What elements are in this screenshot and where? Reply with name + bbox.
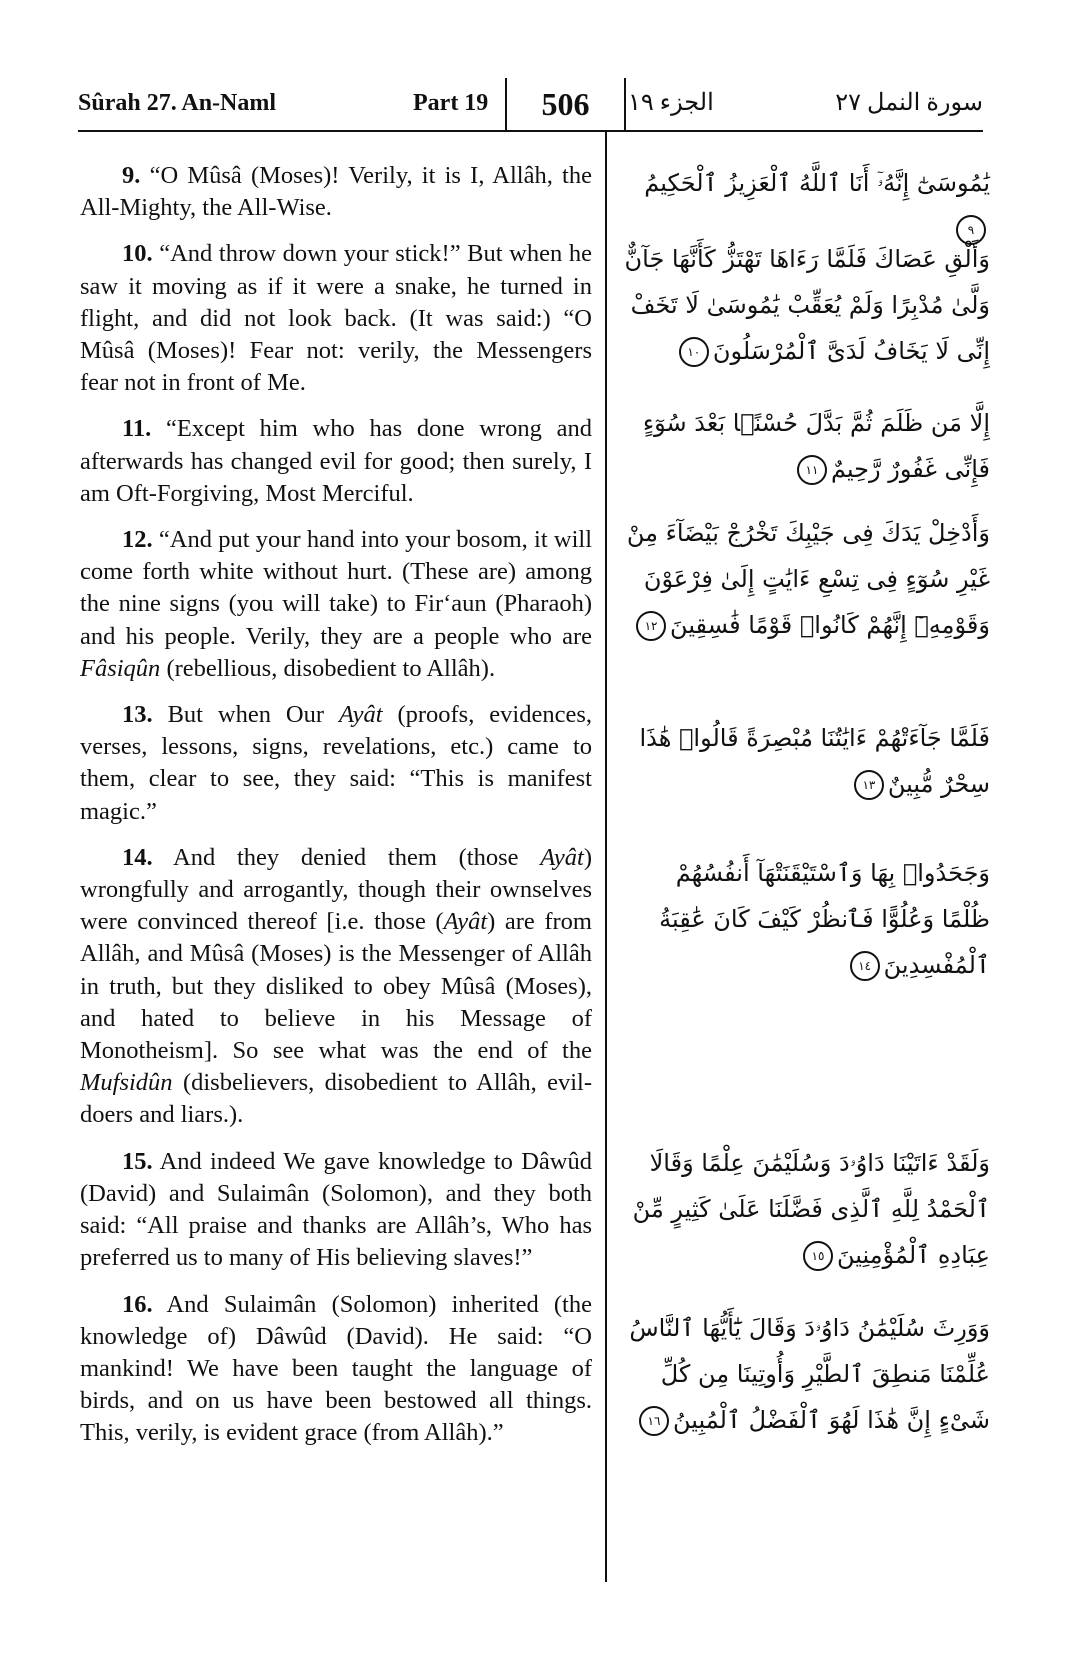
- ayah-mark: ١٦: [639, 1406, 669, 1436]
- arabic-verse-15: وَلَقَدْ ءَاتَيْنَا دَاوُۥدَ وَسُلَيْمَٰنَ عِلْمًا وَقَالَا ٱلْحَمْدُ لِلَّهِ ٱلَّذِى فَضَّلَنَا عَلَىٰ كَثِيرٍ مِّنْ عِبَادِهِ ٱلْمُؤْمِنِينَ١٥: [632, 1149, 990, 1269]
- ayah-mark: ١٢: [636, 611, 666, 641]
- ayah-mark: ١٤: [850, 951, 880, 981]
- arabic-verse-11: إِلَّا مَن ظَلَمَ ثُمَّ بَدَّلَ حُسْنًۢا بَعْدَ سُوٓءٍ فَإِنِّى غَفُورٌ رَّحِيمٌ١١: [642, 409, 990, 483]
- arabic-verse-10: وَأَلْقِ عَصَاكَ فَلَمَّا رَءَاهَا تَهْتَزُّ كَأَنَّهَا جَآنٌّ وَلَّىٰ مُدْبِرًا وَلَمْ يُعَقِّبْ يَٰمُوسَىٰ لَا تَخَفْ إِنِّى لَا يَخَافُ لَدَىَّ ٱلْمُرْسَلُونَ١٠: [624, 245, 990, 365]
- verse-12: 12. “And put your hand into your bosom, it will come forth white without hurt. (These are) among the nine signs (you will take) to Fir‘aun (Pharaoh) and his people. Verily, they are a people who are Fâsiqûn (rebellious, disobedient to Allâh).: [80, 526, 592, 682]
- verse-13: 13. But when Our Ayât (proofs, evidences, verses, lessons, signs, revelations, etc.) came to them, clear to see, they said: “This is manifest magic.”: [80, 701, 592, 825]
- ayah-mark: ١١: [797, 455, 827, 485]
- ayah-mark: ١٠: [679, 337, 709, 367]
- arabic-verse-14: وَجَحَدُوا۟ بِهَا وَٱسْتَيْقَنَتْهَآ أَنفُسُهُمْ ظُلْمًا وَعُلُوًّا فَٱنظُرْ كَيْفَ كَانَ عَٰقِبَةُ ٱلْمُفْسِدِينَ١٤: [659, 859, 990, 979]
- surah-title-en: Sûrah 27. An-Naml: [78, 90, 277, 116]
- verse-11: 11. “Except him who has done wrong and afterwards has changed evil for good; then surely, I am Oft-Forgiving, Most Merciful.: [80, 415, 592, 507]
- juz-label-ar: الجزء ١٩: [628, 90, 714, 116]
- verse-14: 14. And they denied them (those Ayât) wrongfully and arrogantly, though their ownselves were convinced thereof [i.e. those (Ayât) are from Allâh, and Mûsâ (Moses) is the Messenger of Allâh in truth, but they disliked to obey Mûsâ (Moses), and hated to believe in his Message of Monotheism]. So see what was the end of the Mufsidûn (disbelievers, disobedient to Allâh, evil-doers and liars.).: [80, 843, 592, 1129]
- ayah-mark: ٩: [956, 215, 986, 245]
- surah-title-ar: سورة النمل ٢٧: [835, 90, 983, 116]
- verse-15: 15. And indeed We gave knowledge to Dâwûd (David) and Sulaimân (Solomon), and they both said: “All praise and thanks are Allâh’s, Who has preferred us to many of His believing slaves!”: [80, 1147, 592, 1272]
- verse-9: 9. “O Mûsâ (Moses)! Verily, it is I, Allâh, the All-Mighty, the All-Wise.: [80, 162, 592, 222]
- ayah-mark: ١٣: [854, 770, 884, 800]
- english-column: [80, 160, 592, 1464]
- arabic-verse-16: وَوَرِثَ سُلَيْمَٰنُ دَاوُۥدَ وَقَالَ يَٰٓأَيُّهَا ٱلنَّاسُ عُلِّمْنَا مَنطِقَ ٱلطَّيْرِ وَأُوتِينَا مِن كُلِّ شَىْءٍ إِنَّ هَٰذَا لَهُوَ ٱلْفَضْلُ ٱلْمُبِينُ١٦: [629, 1314, 990, 1434]
- arabic-verse-13: فَلَمَّا جَآءَتْهُمْ ءَايَٰتُنَا مُبْصِرَةً قَالُوا۟ هَٰذَا سِحْرٌ مُّبِينٌ١٣: [639, 724, 990, 798]
- arabic-verse-12: وَأَدْخِلْ يَدَكَ فِى جَيْبِكَ تَخْرُجْ بَيْضَآءَ مِنْ غَيْرِ سُوٓءٍ فِى تِسْعِ ءَايَٰتٍ إِلَىٰ فِرْعَوْنَ وَقَوْمِهِۦٓ إِنَّهُمْ كَانُوا۟ قَوْمًا فَٰسِقِينَ١٢: [626, 519, 990, 639]
- column-divider: [605, 132, 607, 1582]
- page-number: 506: [541, 85, 590, 122]
- part-label: Part 19: [413, 90, 489, 116]
- arabic-verse-9: يَٰمُوسَىٰٓ إِنَّهُۥٓ أَنَا ٱللَّهُ ٱلْعَزِيزُ ٱلْحَكِيمُ٩: [620, 160, 990, 252]
- header-rule: [78, 130, 983, 132]
- verse-16: 16. And Sulaimân (Solomon) inherited (the knowledge of) Dâwûd (David). He said: “O mankind! We have been taught the language of birds, and on us have been bestowed all things. This, verily, is evident grace (from Allâh).”: [80, 1290, 592, 1447]
- page-header: [78, 78, 983, 130]
- page-number-box: [505, 78, 626, 130]
- verse-10: 10. “And throw down your stick!” But when he saw it moving as if it were a snake, he turned in flight, and did not look back. (It was said:) “O Mûsâ (Moses)! Fear not: verily, the Messengers fear not in front of Me.: [80, 240, 592, 397]
- ayah-mark: ١٥: [803, 1241, 833, 1271]
